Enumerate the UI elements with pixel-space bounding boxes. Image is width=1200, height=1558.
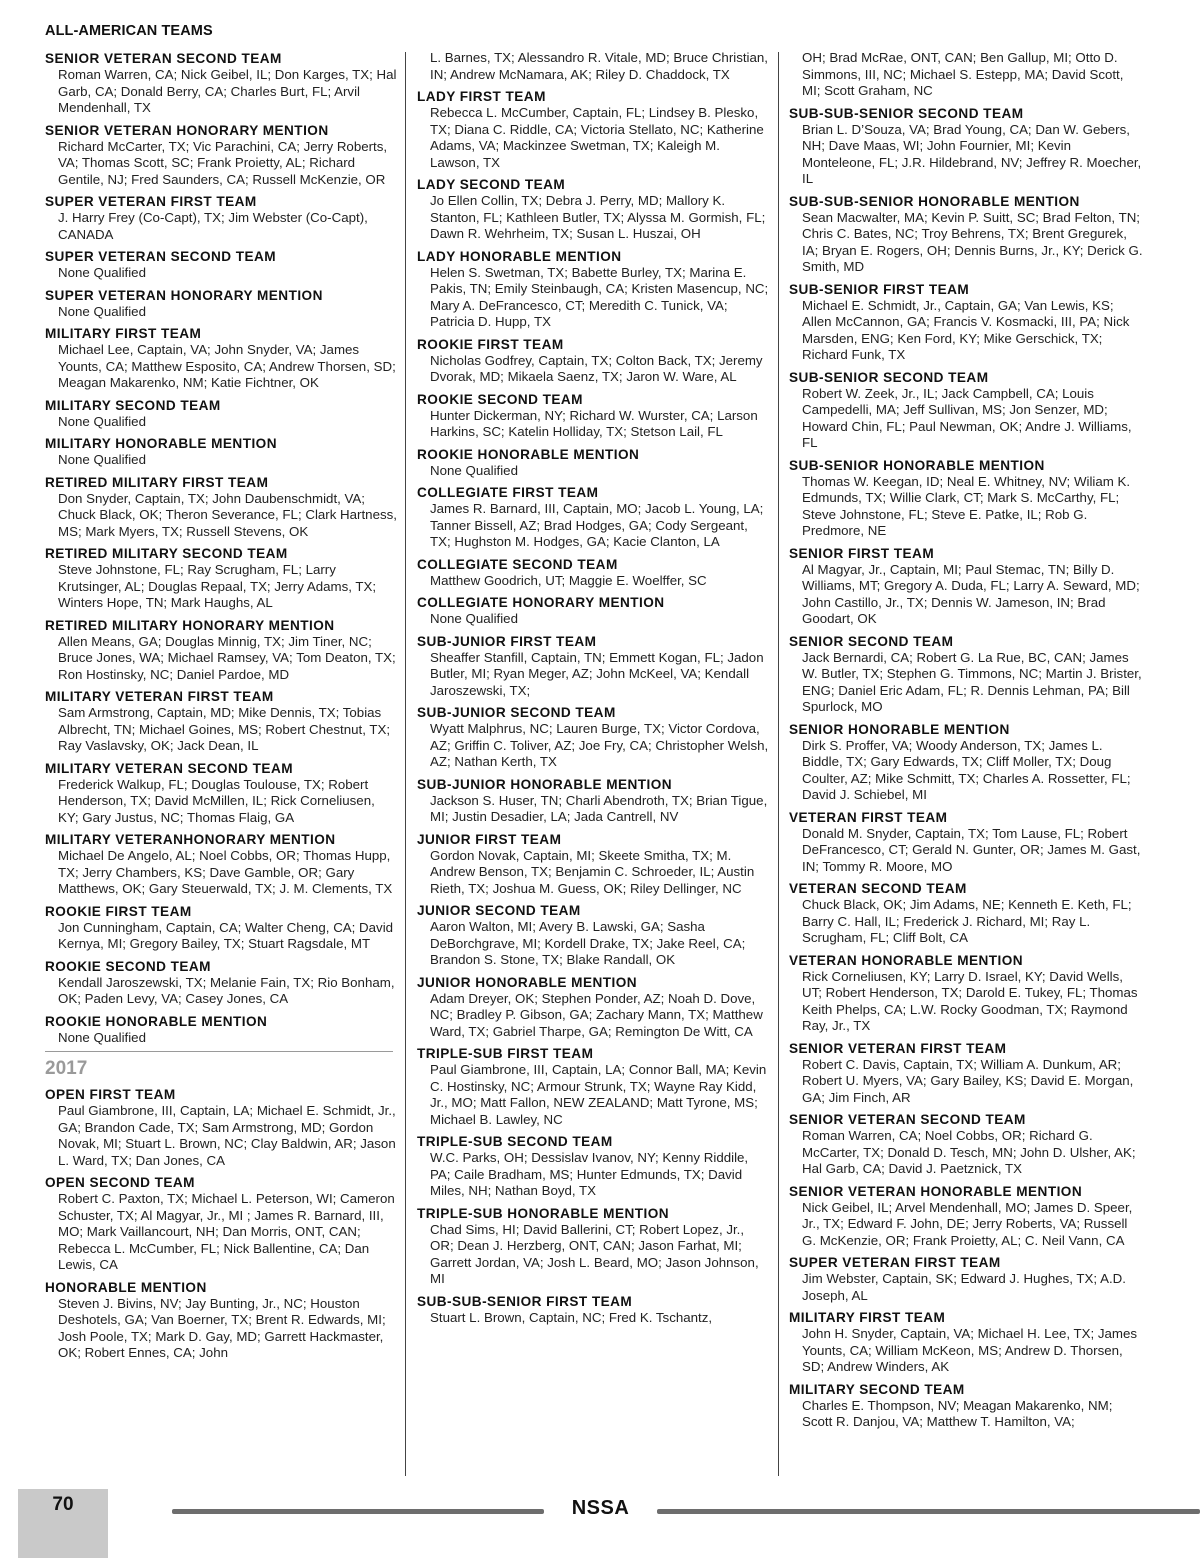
team-entry (789, 193, 1144, 276)
team-members: None Qualified (430, 462, 518, 478)
team-entry (417, 336, 769, 386)
team-title: COLLEGIATE FIRST TEAM (417, 485, 599, 500)
team-entry (789, 545, 1144, 628)
team-members: Jon Cunningham, Captain, CA; Walter Cheng, CA; David Kernya, MI; Gregory Bailey, TX; Stuart Ragsdale, MT (58, 919, 394, 951)
team-title: SUB-SUB-SENIOR HONORABLE MENTION (789, 193, 1080, 209)
team-title: TRIPLE-SUB SECOND TEAM (417, 1134, 613, 1149)
team-members: OH; Brad McRae, ONT, CAN; Ben Gallup, MI; Otto D. Simmons, III, NC; Michael S. Estepp, MA; David Scott, MI; Scott Graham, NC (802, 50, 1124, 98)
team-members: None Qualified (58, 1029, 146, 1045)
team-entry (45, 248, 397, 282)
team-title: RETIRED MILITARY FIRST TEAM (45, 474, 269, 490)
team-members: Hunter Dickerman, NY; Richard W. Wurster, CA; Larson Harkins, SC; Katelin Holliday, TX; Stetson Lail, FL (430, 407, 758, 439)
team-entry (789, 1183, 1144, 1250)
team-entry (45, 397, 397, 431)
team-title: SENIOR HONORABLE MENTION (789, 721, 1010, 737)
team-title: HONORABLE MENTION (45, 1279, 207, 1295)
team-title: SUPER VETERAN HONORARY MENTION (45, 287, 323, 303)
team-entry (417, 1133, 769, 1200)
team-members: Sean Macwalter, MA; Kevin P. Suitt, SC; Brad Felton, TN; Chris C. Bates, NC; Troy Behrens, TX; Brent Gregurek, IA; Bryan E. Rogers, OH; Dennis Burns, Jr., KY; Derick G. Smith, MD (802, 209, 1143, 274)
column-divider (405, 52, 406, 1476)
team-members: Robert C. Paxton, TX; Michael L. Peterson, WI; Cameron Schuster, TX; Al Magyar, Jr., MI ; James R. Barnard, III, MO; Mark Vaillancourt, NH; Dan Morris, ONT, CAN; Rebecca L. McCumber, FL; Nick Ballentine, CA; Dan Lewis, CA (58, 1191, 395, 1272)
team-members: Richard McCarter, TX; Vic Parachini, CA; Jerry Roberts, VA; Thomas Scott, SC; Frank Proietty, AL; Richard Gentile, NJ; Fred Saunders, CA; Russell McKenzie, OR (58, 138, 388, 187)
team-title: ROOKIE FIRST TEAM (45, 903, 192, 919)
team-title: ROOKIE SECOND TEAM (45, 958, 211, 974)
team-title: SUB-JUNIOR HONORABLE MENTION (417, 776, 673, 792)
team-members: Sheaffer Stanfill, Captain, TN; Emmett Kogan, FL; Jadon Butler, MI; Ryan Meger, AZ; John McKeel, VA; Kendall Jaroszewski, TX; (430, 649, 764, 698)
team-entry (45, 760, 397, 827)
team-members: Wyatt Malphrus, NC; Lauren Burge, TX; Victor Cordova, AZ; Griffin C. Toliver, AZ; Joe Fry, CA; Christopher Welsh, AZ; Nathan Kerth, TX (430, 721, 769, 769)
team-entry (417, 176, 769, 243)
team-title: MILITARY HONORABLE MENTION (45, 436, 277, 451)
team-members: Michael E. Schmidt, Jr., Captain, GA; Van Lewis, KS; Allen McCannon, GA; Francis V. Kosmacki, III, PA; Nick Marsden, ENG; Ken Ford, KY; Mike Gerschick, TX; Richard Funk, TX (802, 297, 1130, 362)
team-title: SUB-SENIOR SECOND TEAM (789, 369, 989, 385)
team-entry (45, 435, 397, 469)
team-members: Rebecca L. McCumber, Captain, FL; Lindsey B. Plesko, TX; Diana C. Riddle, CA; Victoria Stellato, NC; Katherine Adams, VA; Mackinzee Swetman, TX; Kaleigh M. Lawson, TX (430, 105, 764, 170)
team-members: Paul Giambrone, III, Captain, LA; Michael E. Schmidt, Jr., GA; Brandon Cade, TX; Sam Armstrong, MD; Gordon Novak, MI; Stuart L. Brown, NC; Clay Baldwin, AR; Jason L. Ward, TX; Dan Jones, CA (58, 1103, 396, 1168)
team-title: VETERAN FIRST TEAM (789, 809, 948, 825)
team-title: ROOKIE SECOND TEAM (417, 391, 583, 407)
footer-rule (172, 1509, 544, 1514)
column-1 (45, 50, 397, 1367)
team-entry (789, 721, 1144, 804)
team-members: Don Snyder, Captain, TX; John Daubenschmidt, VA; Chuck Black, OK; Theron Severance, FL; Clark Hartness, MS; Mark Myers, TX; Russell Stevens, OK (58, 490, 397, 539)
team-entry (45, 325, 397, 392)
team-entry (45, 617, 397, 684)
team-title: ROOKIE HONORABLE MENTION (417, 446, 640, 462)
team-entry (417, 446, 769, 480)
team-title: VETERAN HONORABLE MENTION (789, 952, 1024, 968)
team-members: Thomas W. Keegan, ID; Neal E. Whitney, NV; Wiliam K. Edmunds, TX; Willie Clark, CT; Mark S. McCarthy, FL; Steve Johnstone, FL; Steve E. Patke, IL; Rob G. Predmore, NE (802, 473, 1131, 538)
team-members: J. Harry Frey (Co-Capt), TX; Jim Webster (Co-Capt), CANADA (58, 210, 368, 242)
team-title: SUB-JUNIOR FIRST TEAM (417, 633, 597, 649)
team-entry (45, 122, 397, 189)
team-entry (45, 50, 397, 117)
team-entry (417, 88, 769, 171)
team-title: ROOKIE FIRST TEAM (417, 336, 564, 352)
team-members: Sam Armstrong, Captain, MD; Mike Dennis, TX; Tobias Albrecht, TN; Michael Goines, MS; Robert Chestnut, TX; Ray Vaslavsky, OK; Jack Dean, IL (58, 705, 391, 753)
team-members: Brian L. D’Souza, VA; Brad Young, CA; Dan W. Gebers, NH; Dave Maas, WI; John Fournier, MI; Kevin Monteleone, FL; J.R. Hildebrand, NV; Jeffrey R. Moecher, IL (802, 121, 1142, 186)
team-title: LADY HONORABLE MENTION (417, 248, 622, 264)
team-title: SENIOR VETERAN FIRST TEAM (789, 1040, 1007, 1056)
team-members: Nicholas Godfrey, Captain, TX; Colton Back, TX; Jeremy Dvorak, MD; Mikaela Saenz, TX; Jaron W. Ware, AL (430, 352, 763, 384)
team-members: Dirk S. Proffer, VA; Woody Anderson, TX; James L. Biddle, TX; Gary Edwards, TX; Cliff Moller, TX; Doug Coulter, AZ; Mike Schmitt, TX; Charles A. Rossetter, FL; David J. Schiebel, MI (802, 737, 1131, 802)
team-members: Al Magyar, Jr., Captain, MI; Paul Stemac, TN; Billy D. Williams, MT; Gregory A. Duda, FL; Larry A. Seward, MD; John Castillo, Jr., TX; Dennis W. Jameson, IN; Brad Goodart, OK (802, 561, 1140, 626)
year-section (45, 1051, 397, 1080)
team-title: RETIRED MILITARY SECOND TEAM (45, 546, 288, 561)
team-members: Kendall Jaroszewski, TX; Melanie Fain, TX; Rio Bonham, OK; Paden Levy, VA; Casey Jones, CA (58, 974, 395, 1006)
team-title: SUPER VETERAN FIRST TEAM (789, 1255, 1001, 1270)
team-members: Aaron Walton, MI; Avery B. Lawski, GA; Sasha DeBorchgrave, MI; Kordell Drake, TX; Jake Reel, CA; Brandon S. Stone, TX; Blake Randall, OK (430, 919, 746, 967)
team-members: None Qualified (58, 452, 146, 467)
team-entry (417, 831, 769, 898)
team-title: ROOKIE HONORABLE MENTION (45, 1013, 268, 1029)
team-members: None Qualified (58, 413, 146, 429)
team-entry (45, 193, 397, 243)
team-entry (45, 1279, 397, 1362)
team-members: Robert C. Davis, Captain, TX; William A. Dunkum, AR; Robert U. Myers, VA; Gary Bailey, KS; David E. Morgan, GA; Jim Finch, AR (802, 1056, 1134, 1105)
team-entry (789, 633, 1144, 716)
team-members: None Qualified (430, 611, 518, 626)
team-entry (417, 248, 769, 331)
team-title: SUPER VETERAN FIRST TEAM (45, 194, 257, 209)
team-entry (789, 50, 1144, 100)
team-members: Rick Corneliusen, KY; Larry D. Israel, KY; David Wells, UT; Robert Henderson, TX; Darold E. Tukey, FL; Thomas Keith Phelps, CA; L.W. Rocky Goodman, TX; Raymond Ray, Jr., TX (802, 968, 1138, 1033)
team-entry (789, 1309, 1144, 1376)
team-members: Jim Webster, Captain, SK; Edward J. Hughes, TX; A.D. Joseph, AL (802, 1271, 1126, 1303)
team-title: MILITARY SECOND TEAM (45, 397, 221, 413)
team-entry (789, 1111, 1144, 1178)
team-title: COLLEGIATE HONORARY MENTION (417, 595, 665, 610)
team-members: Chad Sims, HI; David Ballerini, CT; Robert Lopez, Jr., OR; Dean J. Herzberg, ONT, CAN; Jason Farhat, MI; Garrett Jordan, VA; Josh L. Beard, MO; Jason Johnson, MI (430, 1221, 759, 1286)
team-entry (417, 704, 769, 771)
team-members: Michael Lee, Captain, VA; John Snyder, VA; James Younts, CA; Matthew Esposito, CA; Andrew Thorsen, SD; Meagan Makarenko, NM; Katie Fichtner, OK (58, 342, 396, 390)
team-members: Paul Giambrone, III, Captain, LA; Connor Ball, MA; Kevin C. Hostinsky, NC; Armour Strunk, TX; Wayne Ray Kidd, Jr., MO; Matt Fallon, NEW ZEALAND; Matt Tyrone, MS; Michael B. Lawley, NC (430, 1062, 767, 1127)
footer-brand: NSSA (571, 1497, 630, 1519)
team-entry (789, 369, 1144, 452)
team-title: MILITARY FIRST TEAM (789, 1310, 946, 1325)
team-members: Stuart L. Brown, Captain, NC; Fred K. Tschantz, (430, 1309, 713, 1325)
team-title: MILITARY VETERAN SECOND TEAM (45, 760, 293, 776)
team-title: SENIOR VETERAN HONORARY MENTION (45, 122, 329, 138)
team-entry (417, 556, 769, 590)
team-title: MILITARY VETERAN FIRST TEAM (45, 689, 274, 704)
team-title: SUPER VETERAN SECOND TEAM (45, 249, 277, 264)
team-title: JUNIOR FIRST TEAM (417, 831, 562, 847)
team-members: Donald M. Snyder, Captain, TX; Tom Lause, FL; Robert DeFrancesco, CT; Gerald N. Gunter, OR; James M. Gast, IN; Tommy R. Moore, MO (802, 825, 1141, 874)
team-members: Nick Geibel, IL; Arvel Mendenhall, MO; James D. Speer, Jr., TX; Edward F. John, DE; Jerry Roberts, VA; Russell G. McKenzie, OR; Frank Proietty, AL; C. Neil Vann, CA (802, 1199, 1133, 1248)
team-members: Gordon Novak, Captain, MI; Skeete Smitha, TX; M. Andrew Benson, TX; Benjamin C. Schroeder, IL; Austin Rieth, TX; Joshua M. Guess, OK; Riley Dellinger, NC (430, 847, 755, 896)
team-title: SENIOR VETERAN SECOND TEAM (789, 1112, 1026, 1127)
team-entry (789, 952, 1144, 1035)
year-label: 2017 (45, 1058, 88, 1079)
team-entry (417, 1045, 769, 1128)
team-entry (417, 902, 769, 969)
team-members: None Qualified (58, 303, 146, 319)
column-divider (778, 52, 779, 1476)
team-entry (417, 1205, 769, 1288)
team-title: LADY FIRST TEAM (417, 89, 546, 104)
team-title: OPEN SECOND TEAM (45, 1175, 195, 1190)
team-members: Roman Warren, CA; Noel Cobbs, OR; Richard G. McCarter, TX; Donald D. Tesch, MN; John D. Ulsher, AK; Hal Garb, CA; David J. Paetznick, TX (802, 1128, 1136, 1176)
team-entry (417, 594, 769, 628)
team-title: RETIRED MILITARY HONORARY MENTION (45, 617, 335, 633)
team-members: Jackson S. Huser, TN; Charli Abendroth, TX; Brian Tigue, MI; Justin Desadier, LA; Jada Cantrell, NV (430, 792, 768, 824)
team-members: Frederick Walkup, FL; Douglas Toulouse, TX; Robert Henderson, TX; David McMillen, IL; Rick Corneliusen, KY; Gary Justus, NC; Thomas Flaig, GA (58, 776, 375, 825)
team-entry (789, 809, 1144, 876)
team-title: LADY SECOND TEAM (417, 177, 566, 192)
team-entry (45, 903, 397, 953)
team-members: Adam Dreyer, OK; Stephen Ponder, AZ; Noah D. Dove, NC; Bradley P. Gibson, GA; Zachary Mann, TX; Matthew Ward, TX; Gabriel Tharpe, GA; Remington De Witt, CA (430, 990, 763, 1039)
team-members: W.C. Parks, OH; Dessislav Ivanov, NY; Kenny Riddile, PA; Caile Bradham, MS; Hunter Edmunds, TX; David Miles, NH; Nathan Boyd, TX (430, 1150, 749, 1198)
column-3 (789, 50, 1144, 1436)
team-entry (45, 1013, 397, 1047)
team-members: Jo Ellen Collin, TX; Debra J. Perry, MD; Mallory K. Stanton, FL; Kathleen Butler, TX; Alyssa M. Gormish, FL; Dawn R. Wehrheim, TX; Susan L. Huszai, OH (430, 193, 766, 241)
team-title: SUB-JUNIOR SECOND TEAM (417, 705, 616, 720)
team-entry (417, 974, 769, 1041)
team-title: MILITARY SECOND TEAM (789, 1381, 965, 1397)
team-title: SENIOR VETERAN SECOND TEAM (45, 51, 282, 66)
team-title: TRIPLE-SUB HONORABLE MENTION (417, 1205, 669, 1221)
team-members: Allen Means, GA; Douglas Minnig, TX; Jim Tiner, NC; Bruce Jones, WA; Michael Ramsey, VA; Tom Deaton, TX; Ron Hostinsky, NC; Daniel Pardoe, MD (58, 633, 396, 682)
team-entry (789, 457, 1144, 540)
team-title: MILITARY VETERANHONORARY MENTION (45, 832, 336, 847)
team-entry (789, 880, 1144, 947)
footer-rule (657, 1509, 1200, 1514)
team-title: SUB-SUB-SENIOR SECOND TEAM (789, 105, 1024, 121)
team-entry (417, 50, 769, 83)
team-entry (45, 958, 397, 1008)
team-members: Charles E. Thompson, NV; Meagan Makarenko, NM; Scott R. Danjou, VA; Matthew T. Hamilton, VA; (802, 1397, 1113, 1429)
team-entry (45, 688, 397, 755)
page-heading: ALL-AMERICAN TEAMS (45, 23, 213, 39)
team-entry (417, 633, 769, 700)
team-members: James R. Barnard, III, Captain, MO; Jacob L. Young, LA; Tanner Bissell, AZ; Brad Hodges, GA; Cody Sergeant, TX; Hughston M. Hodges, GA; Kacie Clanton, LA (430, 501, 764, 549)
team-title: TRIPLE-SUB FIRST TEAM (417, 1046, 594, 1061)
team-title: SUB-SENIOR HONORABLE MENTION (789, 457, 1045, 473)
team-title: COLLEGIATE SECOND TEAM (417, 556, 618, 572)
team-title: SENIOR SECOND TEAM (789, 633, 954, 649)
team-members: Matthew Goodrich, UT; Maggie E. Woelffer, SC (430, 572, 707, 588)
team-entry (45, 474, 397, 541)
team-entry (789, 1040, 1144, 1107)
team-members: Steven J. Bivins, NV; Jay Bunting, Jr., NC; Houston Deshotels, GA; Van Boerner, TX; Brent R. Edwards, MI; Josh Poole, TX; Mark D. Gay, MD; Garrett Hackmaster, OK; Robert Ennes, CA; John (58, 1295, 386, 1360)
team-entry (45, 831, 397, 898)
team-members: Helen S. Swetman, TX; Babette Burley, TX; Marina E. Pakis, TN; Emily Steinbaugh, CA; Kristen Masencup, NC; Mary A. DeFrancesco, CT; Meredith C. Tunick, VA; Patricia D. Hupp, TX (430, 264, 769, 329)
team-entry (789, 281, 1144, 364)
team-entry (789, 1381, 1144, 1431)
team-title: SENIOR FIRST TEAM (789, 545, 935, 561)
team-title: SUB-SENIOR FIRST TEAM (789, 281, 970, 297)
team-entry (45, 1174, 397, 1274)
column-2 (417, 50, 769, 1331)
team-members: None Qualified (58, 265, 146, 280)
team-title: JUNIOR SECOND TEAM (417, 903, 581, 918)
team-members: John H. Snyder, Captain, VA; Michael H. Lee, TX; James Younts, CA; William McKeon, MS; Andrew D. Thorsen, SD; Andrew Winders, AK (802, 1326, 1138, 1374)
team-members: Roman Warren, CA; Nick Geibel, IL; Don Karges, TX; Hal Garb, CA; Donald Berry, CA; Charles Burt, FL; Arvil Mendenhall, TX (58, 67, 397, 115)
team-entry (417, 484, 769, 551)
team-title: JUNIOR HONORABLE MENTION (417, 974, 637, 990)
team-members: Robert W. Zeek, Jr., IL; Jack Campbell, CA; Louis Campedelli, MA; Jeff Sullivan, MS; Jon Senzer, MD; Howard Chin, FL; Paul Newman, OK; Andre J. Williams, FL (802, 385, 1132, 450)
team-title: SUB-SUB-SENIOR FIRST TEAM (417, 1293, 633, 1309)
team-members: L. Barnes, TX; Alessandro R. Vitale, MD; Bruce Christian, IN; Andrew McNamara, AK; Riley D. Chaddock, TX (430, 50, 768, 82)
page-number: 70 (52, 1494, 74, 1515)
team-title: OPEN FIRST TEAM (45, 1087, 176, 1102)
team-title: VETERAN SECOND TEAM (789, 881, 967, 896)
team-members: Jack Bernardi, CA; Robert G. La Rue, BC, CAN; James W. Butler, TX; Stephen G. Timmons, NC; Martin J. Brister, ENG; Daniel Eric Adam, FL; R. Dennis Lehman, PA; Bill Spurlock, MO (802, 649, 1142, 714)
team-members: Steve Johnstone, FL; Ray Scrugham, FL; Larry Krutsinger, AL; Douglas Repaal, TX; Jerry Adams, TX; Winters Hope, TN; Mark Haughs, AL (58, 562, 377, 610)
team-entry (789, 1254, 1144, 1304)
team-title: SENIOR VETERAN HONORABLE MENTION (789, 1183, 1083, 1199)
team-entry (789, 105, 1144, 188)
team-members: Michael De Angelo, AL; Noel Cobbs, OR; Thomas Hupp, TX; Jerry Chambers, KS; Dave Gamble, OR; Gary Matthews, OK; Gary Steuerwald, TX; J. M. Clements, TX (58, 848, 393, 896)
team-members: Chuck Black, OK; Jim Adams, NE; Kenneth E. Keth, FL; Barry C. Hall, IL; Frederick J. Richard, MI; Ray L. Scrugham, FL; Cliff Bolt, CA (802, 897, 1132, 945)
year-divider (45, 1051, 393, 1052)
team-entry (45, 545, 397, 612)
team-entry (417, 776, 769, 826)
team-title: MILITARY FIRST TEAM (45, 326, 202, 341)
team-entry (45, 287, 397, 321)
team-entry (417, 1293, 769, 1327)
team-entry (417, 391, 769, 441)
team-entry (45, 1086, 397, 1169)
